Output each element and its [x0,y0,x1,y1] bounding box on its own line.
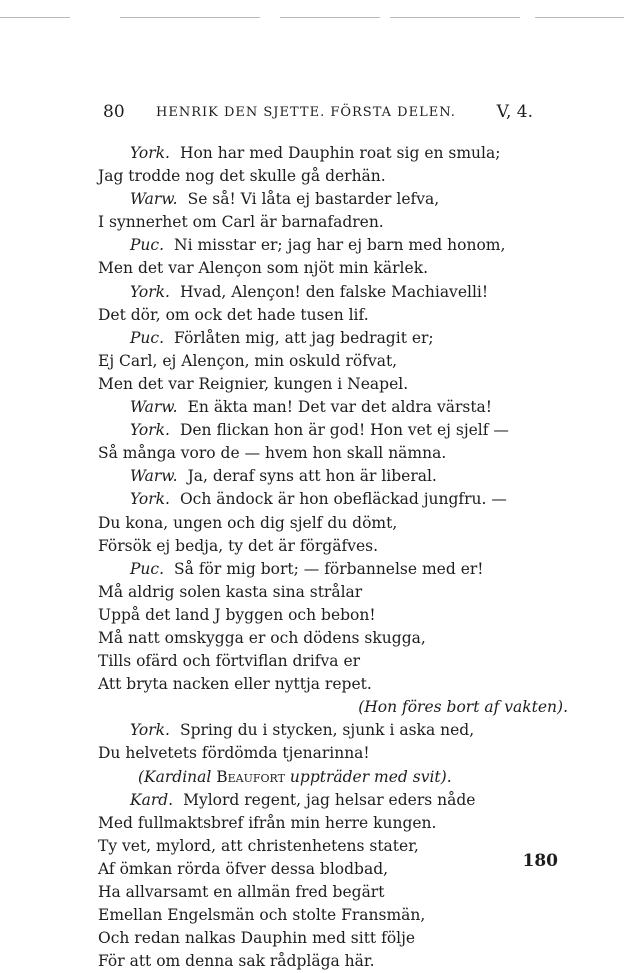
verse-text: För att om denna sak rådpläga här. [98,952,375,971]
verse-text: Med fullmaktsbref ifrån min herre kungen. [98,813,437,832]
stage-direction [98,766,578,789]
speaker-name: York. [130,282,170,301]
verse-text: Förlåten mig, att jag bedragit er; [174,328,434,347]
verse-text: Hvad, Alençon! den falske Machiavelli! [179,282,489,301]
section-reference: V, 4. [496,102,533,122]
verse-text: Hon har med Dauphin roat sig en smula; [179,144,501,162]
verse-text: Se så! Vi låta ej bastarder lefva, [187,190,440,209]
verse-text: Det dör, om ock det hade tusen lif. [98,305,369,324]
speaker-name: Warw. [130,398,178,417]
verse-text: Ha allvarsamt en allmän fred begärt [98,883,385,901]
verse-line [98,165,578,188]
verse-text: Att bryta nacken eller nyttja repet. [98,675,372,694]
speaker-name: York. [130,144,170,162]
stage-direction [98,696,578,719]
scan-artifact [0,17,70,18]
verse-text: Du helvetets fördömda tjenarinna! [98,744,370,763]
verse-line [98,488,578,511]
verse-text: Må aldrig solen kasta sina strålar [98,582,363,601]
verse-text: Den flickan hon är god! Hon vet ej sjelf — [179,421,509,440]
speaker-name: Warw. [130,190,178,209]
speaker-name: Puc. [130,236,165,255]
verse-line [98,812,578,835]
verse-text: Uppå det land J byggen och bebon! [98,605,376,624]
verse-line [98,558,578,581]
verse-line [98,904,578,927]
verse-text: Jag trodde nog det skulle gå derhän. [98,167,386,186]
verse-line [98,581,578,604]
verse-text: Så många voro de — hvem hon skall nämna. [98,444,447,463]
speaker-name: York. [130,421,170,440]
stage-direction-text: (Hon föres bort af vakten). [358,698,568,717]
verse-text: Ty vet, mylord, att christenhetens stater, [98,836,419,855]
verse-text: Så för mig bort; — förbannelse med er! [174,559,484,578]
speaker-name: Puc. [130,559,165,578]
page-header [103,102,533,124]
scan-artifact [120,17,260,18]
speaker-name: Kard. [130,790,174,809]
verse-text: Ja, deraf syns att hon är liberal. [187,467,437,486]
verse-text: I synnerhet om Carl är barnafadren. [98,213,384,232]
verse-text: Mylord regent, jag helsar eders nåde [183,790,476,809]
verse-line [98,350,578,373]
verse-text: Emellan Engelsmän och stolte Fransmän, [98,906,426,925]
verse-line [98,881,578,904]
verse-line [98,858,578,881]
verse-line [98,327,578,350]
verse-line [98,396,578,419]
verse-text: Ej Carl, ej Alençon, min oskuld röfvat, [98,351,398,370]
verse-text: Må natt omskygga er och dödens skugga, [98,628,426,647]
scan-artifact [280,17,380,18]
verse-line [98,142,578,165]
character-name: Beaufort [216,767,285,786]
verse-line [98,742,578,765]
verse-line [98,442,578,465]
page-number: 80 [103,102,125,122]
verse-text: Och redan nalkas Dauphin med sitt följe [98,929,416,948]
verse-text: Och ändock är hon obefläckad jungfru. — [179,490,507,509]
verse-line [98,304,578,327]
verse-line [98,281,578,304]
verse-line [98,604,578,627]
verse-text: Af ömkan rörda öfver dessa blodbad, [98,859,389,878]
verse-text: Du kona, ungen och dig sjelf du dömt, [98,513,398,532]
play-text [98,142,578,973]
verse-text: Men det var Reignier, kungen i Neapel. [98,374,409,393]
stage-direction-text: uppträder med svit). [284,767,452,786]
speaker-name: Puc. [130,328,165,347]
verse-line [98,673,578,696]
verse-line [98,650,578,673]
verse-line [98,927,578,950]
verse-line [98,234,578,257]
verse-line [98,419,578,442]
verse-text: Ni misstar er; jag har ej barn med honom, [174,236,506,255]
verse-line [98,950,578,973]
running-title: HENRIK DEN SJETTE. FÖRSTA DELEN. [156,105,456,120]
verse-text: Spring du i stycken, sjunk i aska ned, [179,721,475,740]
scan-artifact [390,17,520,18]
verse-line [98,835,578,858]
verse-text: Tills ofärd och förtviflan drifva er [98,652,361,671]
verse-line [98,512,578,535]
verse-text: Men det var Alençon som njöt min kärlek. [98,259,429,278]
speaker-name: York. [130,490,170,509]
verse-line [98,465,578,488]
verse-line [98,373,578,396]
speaker-name: Warw. [130,467,178,486]
verse-text: Försök ej bedja, ty det är förgäfves. [98,536,379,555]
verse-line [98,719,578,742]
verse-line [98,211,578,234]
signature-mark: 180 [522,851,558,871]
speaker-name: York. [130,721,170,740]
verse-line [98,535,578,558]
scan-artifact [535,17,624,18]
verse-line [98,188,578,211]
verse-line [98,789,578,812]
verse-text: En äkta man! Det var det aldra värsta! [187,398,493,417]
verse-line [98,627,578,650]
stage-direction-text: (Kardinal [138,767,217,786]
verse-line [98,257,578,280]
